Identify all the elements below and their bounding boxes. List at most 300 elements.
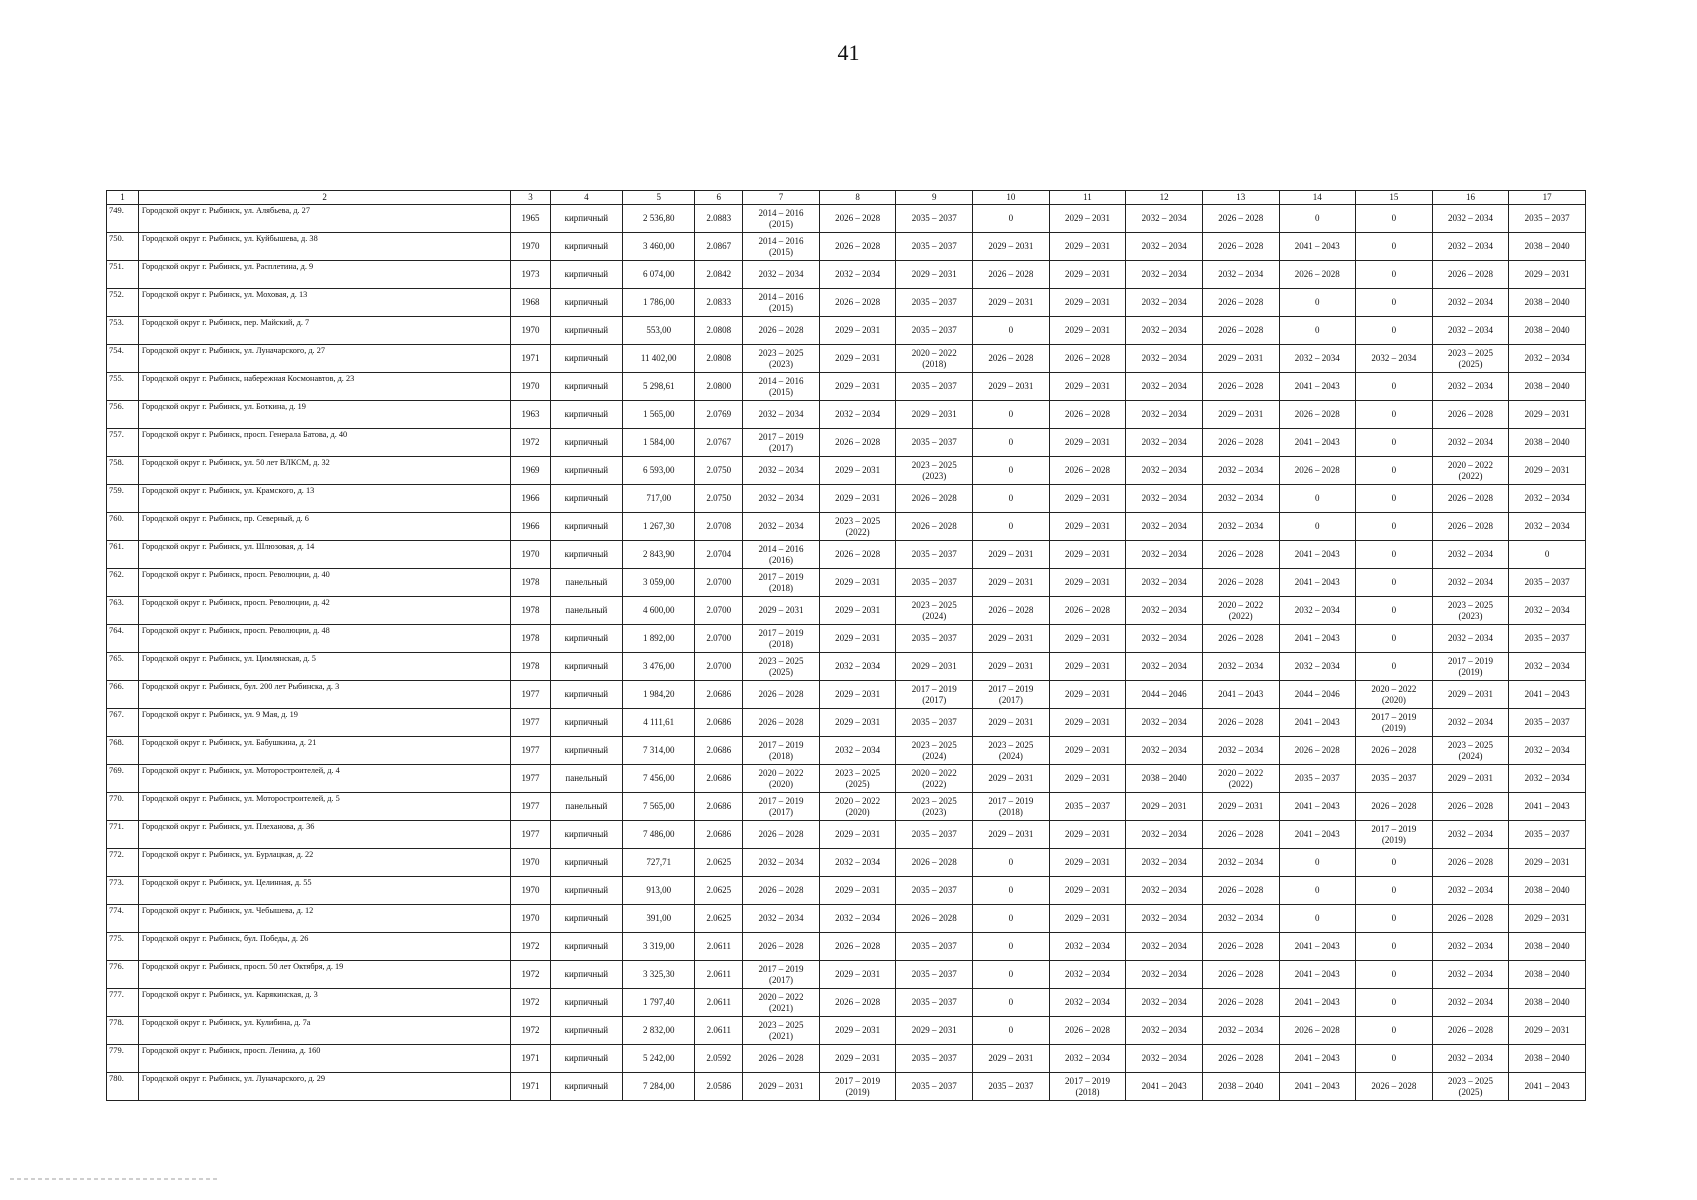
table-cell-col-12: 2032 – 2034 bbox=[1126, 1017, 1203, 1045]
table-cell-col-9: 2035 – 2037 bbox=[896, 289, 973, 317]
table-cell-col-16: 2026 – 2028 bbox=[1432, 485, 1509, 513]
table-cell-col-12: 2032 – 2034 bbox=[1126, 877, 1203, 905]
table-cell-col-4: кирпичный bbox=[550, 961, 622, 989]
table-cell-col-3: 1970 bbox=[511, 849, 550, 877]
table-cell-col-8: 2026 – 2028 bbox=[819, 541, 896, 569]
table-cell-col-6: 2.0611 bbox=[695, 933, 743, 961]
table-cell-col-13: 2020 – 2022 (2022) bbox=[1202, 765, 1279, 793]
table-cell-col-5: 1 797,40 bbox=[623, 989, 695, 1017]
table-cell-col-7: 2023 – 2025 (2025) bbox=[743, 653, 820, 681]
table-cell-col-11: 2029 – 2031 bbox=[1049, 821, 1126, 849]
table-cell-col-17: 2032 – 2034 bbox=[1509, 345, 1586, 373]
table-cell-col-4: кирпичный bbox=[550, 625, 622, 653]
table-cell-col-12: 2032 – 2034 bbox=[1126, 989, 1203, 1017]
table-cell-col-17: 2038 – 2040 bbox=[1509, 961, 1586, 989]
table-cell-col-2: Городской округ г. Рыбинск, просп. Генерала Батова, д. 40 bbox=[138, 429, 510, 457]
table-cell-col-11: 2029 – 2031 bbox=[1049, 737, 1126, 765]
table-cell-col-12: 2032 – 2034 bbox=[1126, 933, 1203, 961]
table-cell-col-4: кирпичный bbox=[550, 317, 622, 345]
table-cell-col-4: панельный bbox=[550, 569, 622, 597]
table-cell-col-12: 2032 – 2034 bbox=[1126, 373, 1203, 401]
column-header-9: 9 bbox=[896, 191, 973, 205]
table-cell-col-6: 2.0700 bbox=[695, 597, 743, 625]
table-cell-col-2: Городской округ г. Рыбинск, ул. Расплетина, д. 9 bbox=[138, 261, 510, 289]
table-cell-col-3: 1977 bbox=[511, 681, 550, 709]
table-cell-col-10: 2029 – 2031 bbox=[973, 373, 1050, 401]
table-cell-col-11: 2032 – 2034 bbox=[1049, 961, 1126, 989]
table-cell-col-8: 2029 – 2031 bbox=[819, 961, 896, 989]
table-cell-col-5: 7 565,00 bbox=[623, 793, 695, 821]
table-cell-col-14: 2041 – 2043 bbox=[1279, 1045, 1356, 1073]
table-cell-col-4: кирпичный bbox=[550, 821, 622, 849]
table-cell-col-8: 2026 – 2028 bbox=[819, 933, 896, 961]
table-cell-col-10: 0 bbox=[973, 485, 1050, 513]
table-cell-col-7: 2023 – 2025 (2023) bbox=[743, 345, 820, 373]
table-cell-col-2: Городской округ г. Рыбинск, ул. Цимлянская, д. 5 bbox=[138, 653, 510, 681]
table-cell-col-1: 758. bbox=[107, 457, 139, 485]
table-cell-col-9: 2035 – 2037 bbox=[896, 233, 973, 261]
table-cell-col-2: Городской округ г. Рыбинск, просп. Ленина, д. 160 bbox=[138, 1045, 510, 1073]
table-cell-col-13: 2026 – 2028 bbox=[1202, 289, 1279, 317]
table-cell-col-8: 2032 – 2034 bbox=[819, 653, 896, 681]
table-cell-col-9: 2023 – 2025 (2023) bbox=[896, 457, 973, 485]
table-cell-col-14: 0 bbox=[1279, 317, 1356, 345]
table-cell-col-13: 2026 – 2028 bbox=[1202, 205, 1279, 233]
table-cell-col-15: 0 bbox=[1356, 597, 1433, 625]
table-cell-col-2: Городской округ г. Рыбинск, бул. Победы, д. 26 bbox=[138, 933, 510, 961]
table-cell-col-12: 2032 – 2034 bbox=[1126, 625, 1203, 653]
table-cell-col-15: 0 bbox=[1356, 233, 1433, 261]
table-cell-col-16: 2023 – 2025 (2024) bbox=[1432, 737, 1509, 765]
table-cell-col-17: 2032 – 2034 bbox=[1509, 653, 1586, 681]
column-header-1: 1 bbox=[107, 191, 139, 205]
table-cell-col-14: 2041 – 2043 bbox=[1279, 625, 1356, 653]
table-cell-col-15: 0 bbox=[1356, 1045, 1433, 1073]
table-cell-col-7: 2014 – 2016 (2015) bbox=[743, 289, 820, 317]
table-cell-col-3: 1963 bbox=[511, 401, 550, 429]
table-cell-col-6: 2.0704 bbox=[695, 541, 743, 569]
table-cell-col-16: 2026 – 2028 bbox=[1432, 905, 1509, 933]
column-header-8: 8 bbox=[819, 191, 896, 205]
table-cell-col-1: 749. bbox=[107, 205, 139, 233]
table-cell-col-17: 2035 – 2037 bbox=[1509, 625, 1586, 653]
table-cell-col-2: Городской округ г. Рыбинск, ул. Шлюзовая, д. 14 bbox=[138, 541, 510, 569]
table-cell-col-7: 2020 – 2022 (2020) bbox=[743, 765, 820, 793]
table-cell-col-5: 913,00 bbox=[623, 877, 695, 905]
table-cell-col-3: 1969 bbox=[511, 457, 550, 485]
table-cell-col-7: 2020 – 2022 (2021) bbox=[743, 989, 820, 1017]
table-cell-col-2: Городской округ г. Рыбинск, ул. Крамского, д. 13 bbox=[138, 485, 510, 513]
table-cell-col-11: 2029 – 2031 bbox=[1049, 289, 1126, 317]
table-cell-col-16: 2020 – 2022 (2022) bbox=[1432, 457, 1509, 485]
table-cell-col-2: Городской округ г. Рыбинск, ул. Бурлацкая, д. 22 bbox=[138, 849, 510, 877]
table-cell-col-6: 2.0686 bbox=[695, 709, 743, 737]
table-cell-col-5: 1 267,30 bbox=[623, 513, 695, 541]
table-cell-col-7: 2032 – 2034 bbox=[743, 401, 820, 429]
table-cell-col-15: 2032 – 2034 bbox=[1356, 345, 1433, 373]
table-row bbox=[107, 821, 1586, 849]
table-cell-col-6: 2.0808 bbox=[695, 317, 743, 345]
table-cell-col-14: 2026 – 2028 bbox=[1279, 261, 1356, 289]
table-cell-col-13: 2026 – 2028 bbox=[1202, 961, 1279, 989]
column-header-10: 10 bbox=[973, 191, 1050, 205]
table-cell-col-10: 0 bbox=[973, 205, 1050, 233]
table-cell-col-12: 2032 – 2034 bbox=[1126, 513, 1203, 541]
table-header bbox=[107, 191, 1586, 205]
table-cell-col-14: 2041 – 2043 bbox=[1279, 233, 1356, 261]
table-cell-col-15: 0 bbox=[1356, 877, 1433, 905]
table-cell-col-11: 2029 – 2031 bbox=[1049, 429, 1126, 457]
table-cell-col-10: 2026 – 2028 bbox=[973, 597, 1050, 625]
table-cell-col-13: 2026 – 2028 bbox=[1202, 821, 1279, 849]
table-cell-col-9: 2029 – 2031 bbox=[896, 261, 973, 289]
table-cell-col-6: 2.0808 bbox=[695, 345, 743, 373]
table-cell-col-10: 0 bbox=[973, 989, 1050, 1017]
table-cell-col-14: 0 bbox=[1279, 905, 1356, 933]
table-cell-col-9: 2020 – 2022 (2018) bbox=[896, 345, 973, 373]
table-cell-col-3: 1970 bbox=[511, 317, 550, 345]
table-cell-col-11: 2029 – 2031 bbox=[1049, 261, 1126, 289]
table-cell-col-8: 2029 – 2031 bbox=[819, 345, 896, 373]
table-cell-col-3: 1972 bbox=[511, 429, 550, 457]
table-cell-col-16: 2026 – 2028 bbox=[1432, 1017, 1509, 1045]
table-cell-col-10: 2017 – 2019 (2017) bbox=[973, 681, 1050, 709]
table-cell-col-3: 1972 bbox=[511, 933, 550, 961]
table-cell-col-3: 1971 bbox=[511, 345, 550, 373]
table-cell-col-11: 2029 – 2031 bbox=[1049, 513, 1126, 541]
table-cell-col-12: 2032 – 2034 bbox=[1126, 317, 1203, 345]
table-cell-col-2: Городской округ г. Рыбинск, ул. Луначарского, д. 29 bbox=[138, 1073, 510, 1101]
table-cell-col-13: 2026 – 2028 bbox=[1202, 317, 1279, 345]
table-cell-col-3: 1966 bbox=[511, 485, 550, 513]
table-cell-col-3: 1972 bbox=[511, 1017, 550, 1045]
table-cell-col-2: Городской округ г. Рыбинск, просп. Революции, д. 40 bbox=[138, 569, 510, 597]
table-cell-col-15: 0 bbox=[1356, 1017, 1433, 1045]
table-cell-col-3: 1971 bbox=[511, 1045, 550, 1073]
table-cell-col-13: 2026 – 2028 bbox=[1202, 625, 1279, 653]
table-cell-col-10: 2029 – 2031 bbox=[973, 1045, 1050, 1073]
table-cell-col-17: 2029 – 2031 bbox=[1509, 457, 1586, 485]
table-cell-col-13: 2032 – 2034 bbox=[1202, 1017, 1279, 1045]
table-cell-col-15: 0 bbox=[1356, 205, 1433, 233]
table-cell-col-17: 2041 – 2043 bbox=[1509, 1073, 1586, 1101]
table-row bbox=[107, 1017, 1586, 1045]
table-cell-col-4: кирпичный bbox=[550, 989, 622, 1017]
table-cell-col-4: кирпичный bbox=[550, 849, 622, 877]
table-cell-col-14: 0 bbox=[1279, 849, 1356, 877]
table-cell-col-4: кирпичный bbox=[550, 233, 622, 261]
table-cell-col-1: 780. bbox=[107, 1073, 139, 1101]
table-row bbox=[107, 345, 1586, 373]
table-cell-col-8: 2026 – 2028 bbox=[819, 289, 896, 317]
table-cell-col-7: 2029 – 2031 bbox=[743, 1073, 820, 1101]
table-cell-col-5: 3 476,00 bbox=[623, 653, 695, 681]
table-cell-col-10: 2029 – 2031 bbox=[973, 625, 1050, 653]
table-cell-col-9: 2035 – 2037 bbox=[896, 821, 973, 849]
table-row bbox=[107, 737, 1586, 765]
table-cell-col-10: 2029 – 2031 bbox=[973, 569, 1050, 597]
table-cell-col-17: 2038 – 2040 bbox=[1509, 373, 1586, 401]
scan-artifact bbox=[10, 1178, 220, 1180]
table-cell-col-10: 0 bbox=[973, 849, 1050, 877]
table-cell-col-3: 1970 bbox=[511, 541, 550, 569]
table-row bbox=[107, 681, 1586, 709]
table-cell-col-15: 0 bbox=[1356, 625, 1433, 653]
table-cell-col-14: 2041 – 2043 bbox=[1279, 1073, 1356, 1101]
table-cell-col-12: 2032 – 2034 bbox=[1126, 905, 1203, 933]
column-header-13: 13 bbox=[1202, 191, 1279, 205]
table-cell-col-6: 2.0686 bbox=[695, 681, 743, 709]
table-cell-col-4: кирпичный bbox=[550, 681, 622, 709]
table-cell-col-16: 2032 – 2034 bbox=[1432, 233, 1509, 261]
table-cell-col-13: 2038 – 2040 bbox=[1202, 1073, 1279, 1101]
table-cell-col-13: 2032 – 2034 bbox=[1202, 457, 1279, 485]
table-cell-col-5: 7 486,00 bbox=[623, 821, 695, 849]
table-row bbox=[107, 429, 1586, 457]
table-cell-col-16: 2026 – 2028 bbox=[1432, 261, 1509, 289]
table-cell-col-7: 2026 – 2028 bbox=[743, 317, 820, 345]
table-cell-col-2: Городской округ г. Рыбинск, бул. 200 лет Рыбинска, д. 3 bbox=[138, 681, 510, 709]
table-row bbox=[107, 1045, 1586, 1073]
housing-repair-schedule-table bbox=[106, 190, 1586, 1101]
table-cell-col-4: панельный bbox=[550, 793, 622, 821]
table-cell-col-5: 3 325,30 bbox=[623, 961, 695, 989]
table-cell-col-7: 2026 – 2028 bbox=[743, 681, 820, 709]
table-cell-col-3: 1972 bbox=[511, 989, 550, 1017]
table-cell-col-6: 2.0867 bbox=[695, 233, 743, 261]
table-cell-col-9: 2035 – 2037 bbox=[896, 877, 973, 905]
table-cell-col-1: 760. bbox=[107, 513, 139, 541]
table-cell-col-5: 5 242,00 bbox=[623, 1045, 695, 1073]
table-cell-col-9: 2029 – 2031 bbox=[896, 653, 973, 681]
table-cell-col-10: 2029 – 2031 bbox=[973, 541, 1050, 569]
table-cell-col-4: кирпичный bbox=[550, 1017, 622, 1045]
table-cell-col-11: 2035 – 2037 bbox=[1049, 793, 1126, 821]
table-cell-col-12: 2044 – 2046 bbox=[1126, 681, 1203, 709]
table-cell-col-1: 757. bbox=[107, 429, 139, 457]
table-cell-col-3: 1965 bbox=[511, 205, 550, 233]
table-cell-col-16: 2032 – 2034 bbox=[1432, 289, 1509, 317]
table-cell-col-16: 2032 – 2034 bbox=[1432, 709, 1509, 737]
table-cell-col-4: панельный bbox=[550, 597, 622, 625]
table-cell-col-1: 767. bbox=[107, 709, 139, 737]
table-cell-col-5: 1 892,00 bbox=[623, 625, 695, 653]
table-cell-col-10: 0 bbox=[973, 1017, 1050, 1045]
table-cell-col-8: 2029 – 2031 bbox=[819, 373, 896, 401]
table-cell-col-1: 774. bbox=[107, 905, 139, 933]
table-cell-col-2: Городской округ г. Рыбинск, ул. Карякинская, д. 3 bbox=[138, 989, 510, 1017]
table-cell-col-16: 2026 – 2028 bbox=[1432, 793, 1509, 821]
table-cell-col-16: 2032 – 2034 bbox=[1432, 989, 1509, 1017]
column-header-14: 14 bbox=[1279, 191, 1356, 205]
table-cell-col-16: 2032 – 2034 bbox=[1432, 569, 1509, 597]
table-cell-col-14: 2026 – 2028 bbox=[1279, 737, 1356, 765]
table-cell-col-17: 2029 – 2031 bbox=[1509, 401, 1586, 429]
table-cell-col-17: 2038 – 2040 bbox=[1509, 429, 1586, 457]
table-cell-col-1: 754. bbox=[107, 345, 139, 373]
table-cell-col-14: 2041 – 2043 bbox=[1279, 989, 1356, 1017]
table-cell-col-11: 2029 – 2031 bbox=[1049, 373, 1126, 401]
table-cell-col-3: 1966 bbox=[511, 513, 550, 541]
table-cell-col-12: 2032 – 2034 bbox=[1126, 485, 1203, 513]
column-header-17: 17 bbox=[1509, 191, 1586, 205]
table-cell-col-7: 2017 – 2019 (2017) bbox=[743, 961, 820, 989]
table-cell-col-8: 2029 – 2031 bbox=[819, 709, 896, 737]
table-cell-col-14: 0 bbox=[1279, 513, 1356, 541]
table-cell-col-12: 2032 – 2034 bbox=[1126, 597, 1203, 625]
table-cell-col-5: 6 074,00 bbox=[623, 261, 695, 289]
table-cell-col-8: 2032 – 2034 bbox=[819, 905, 896, 933]
table-cell-col-8: 2029 – 2031 bbox=[819, 1045, 896, 1073]
table-row bbox=[107, 1073, 1586, 1101]
table-cell-col-4: кирпичный bbox=[550, 905, 622, 933]
table-cell-col-13: 2029 – 2031 bbox=[1202, 793, 1279, 821]
table-cell-col-10: 2029 – 2031 bbox=[973, 821, 1050, 849]
table-cell-col-16: 2032 – 2034 bbox=[1432, 317, 1509, 345]
table-cell-col-6: 2.0611 bbox=[695, 1017, 743, 1045]
table-cell-col-15: 0 bbox=[1356, 541, 1433, 569]
table-cell-col-8: 2029 – 2031 bbox=[819, 569, 896, 597]
table-cell-col-12: 2032 – 2034 bbox=[1126, 961, 1203, 989]
table-cell-col-2: Городской округ г. Рыбинск, ул. 9 Мая, д. 19 bbox=[138, 709, 510, 737]
table-cell-col-4: кирпичный bbox=[550, 513, 622, 541]
table-cell-col-7: 2026 – 2028 bbox=[743, 933, 820, 961]
table-cell-col-17: 2038 – 2040 bbox=[1509, 233, 1586, 261]
column-header-15: 15 bbox=[1356, 191, 1433, 205]
table-cell-col-10: 2029 – 2031 bbox=[973, 289, 1050, 317]
page-number: 41 bbox=[837, 40, 860, 65]
table-cell-col-2: Городской округ г. Рыбинск, пер. Майский, д. 7 bbox=[138, 317, 510, 345]
table-cell-col-2: Городской округ г. Рыбинск, просп. Революции, д. 48 bbox=[138, 625, 510, 653]
table-cell-col-9: 2026 – 2028 bbox=[896, 485, 973, 513]
table-cell-col-7: 2026 – 2028 bbox=[743, 709, 820, 737]
table-cell-col-3: 1977 bbox=[511, 793, 550, 821]
table-cell-col-8: 2029 – 2031 bbox=[819, 1017, 896, 1045]
table-cell-col-9: 2035 – 2037 bbox=[896, 541, 973, 569]
table-cell-col-5: 3 319,00 bbox=[623, 933, 695, 961]
table-cell-col-10: 0 bbox=[973, 317, 1050, 345]
table-cell-col-4: кирпичный bbox=[550, 345, 622, 373]
table-cell-col-9: 2035 – 2037 bbox=[896, 373, 973, 401]
table-cell-col-6: 2.0686 bbox=[695, 737, 743, 765]
table-row bbox=[107, 205, 1586, 233]
table-cell-col-1: 776. bbox=[107, 961, 139, 989]
table-cell-col-1: 775. bbox=[107, 933, 139, 961]
table-cell-col-10: 2035 – 2037 bbox=[973, 1073, 1050, 1101]
table-cell-col-3: 1978 bbox=[511, 653, 550, 681]
table-cell-col-10: 0 bbox=[973, 877, 1050, 905]
table-cell-col-2: Городской округ г. Рыбинск, ул. Моховая, д. 13 bbox=[138, 289, 510, 317]
table-cell-col-1: 779. bbox=[107, 1045, 139, 1073]
table-cell-col-9: 2035 – 2037 bbox=[896, 205, 973, 233]
table-cell-col-11: 2032 – 2034 bbox=[1049, 933, 1126, 961]
table-cell-col-6: 2.0611 bbox=[695, 961, 743, 989]
table-cell-col-7: 2032 – 2034 bbox=[743, 905, 820, 933]
table-cell-col-3: 1973 bbox=[511, 261, 550, 289]
table-cell-col-12: 2032 – 2034 bbox=[1126, 429, 1203, 457]
table-cell-col-13: 2032 – 2034 bbox=[1202, 653, 1279, 681]
table-cell-col-2: Городской округ г. Рыбинск, ул. Целинная, д. 55 bbox=[138, 877, 510, 905]
table-cell-col-14: 2041 – 2043 bbox=[1279, 373, 1356, 401]
table-cell-col-4: кирпичный bbox=[550, 541, 622, 569]
table-cell-col-8: 2029 – 2031 bbox=[819, 877, 896, 905]
table-cell-col-2: Городской округ г. Рыбинск, ул. Плеханова, д. 36 bbox=[138, 821, 510, 849]
table-cell-col-14: 2032 – 2034 bbox=[1279, 597, 1356, 625]
table-cell-col-4: кирпичный bbox=[550, 457, 622, 485]
table-cell-col-13: 2026 – 2028 bbox=[1202, 569, 1279, 597]
table-row bbox=[107, 709, 1586, 737]
table-cell-col-17: 2032 – 2034 bbox=[1509, 765, 1586, 793]
table-cell-col-11: 2026 – 2028 bbox=[1049, 597, 1126, 625]
table-cell-col-17: 2035 – 2037 bbox=[1509, 821, 1586, 849]
table-cell-col-6: 2.0625 bbox=[695, 849, 743, 877]
table-cell-col-11: 2026 – 2028 bbox=[1049, 401, 1126, 429]
table-cell-col-13: 2020 – 2022 (2022) bbox=[1202, 597, 1279, 625]
table-cell-col-7: 2032 – 2034 bbox=[743, 513, 820, 541]
table-cell-col-15: 0 bbox=[1356, 961, 1433, 989]
table-cell-col-4: кирпичный bbox=[550, 485, 622, 513]
table-cell-col-17: 2035 – 2037 bbox=[1509, 569, 1586, 597]
table-cell-col-3: 1977 bbox=[511, 709, 550, 737]
table-cell-col-6: 2.0708 bbox=[695, 513, 743, 541]
table-cell-col-8: 2023 – 2025 (2025) bbox=[819, 765, 896, 793]
table-cell-col-14: 2041 – 2043 bbox=[1279, 429, 1356, 457]
table-cell-col-10: 0 bbox=[973, 961, 1050, 989]
table-cell-col-6: 2.0686 bbox=[695, 821, 743, 849]
table-cell-col-15: 0 bbox=[1356, 429, 1433, 457]
table-row bbox=[107, 541, 1586, 569]
table-cell-col-2: Городской округ г. Рыбинск, просп. Революции, д. 42 bbox=[138, 597, 510, 625]
table-cell-col-16: 2023 – 2025 (2023) bbox=[1432, 597, 1509, 625]
table-cell-col-5: 391,00 bbox=[623, 905, 695, 933]
table-cell-col-6: 2.0625 bbox=[695, 877, 743, 905]
table-cell-col-8: 2029 – 2031 bbox=[819, 457, 896, 485]
table-cell-col-1: 772. bbox=[107, 849, 139, 877]
table-cell-col-8: 2029 – 2031 bbox=[819, 317, 896, 345]
table-cell-col-15: 0 bbox=[1356, 653, 1433, 681]
table-cell-col-17: 2038 – 2040 bbox=[1509, 289, 1586, 317]
table-cell-col-15: 0 bbox=[1356, 457, 1433, 485]
table-cell-col-16: 2032 – 2034 bbox=[1432, 1045, 1509, 1073]
table-cell-col-6: 2.0700 bbox=[695, 569, 743, 597]
table-cell-col-16: 2023 – 2025 (2025) bbox=[1432, 345, 1509, 373]
table-cell-col-15: 2020 – 2022 (2020) bbox=[1356, 681, 1433, 709]
table-row bbox=[107, 597, 1586, 625]
table-cell-col-15: 2035 – 2037 bbox=[1356, 765, 1433, 793]
column-header-4: 4 bbox=[550, 191, 622, 205]
table-cell-col-4: кирпичный bbox=[550, 289, 622, 317]
table-cell-col-17: 2032 – 2034 bbox=[1509, 597, 1586, 625]
table-cell-col-10: 2029 – 2031 bbox=[973, 765, 1050, 793]
table-cell-col-17: 2035 – 2037 bbox=[1509, 709, 1586, 737]
table-cell-col-15: 0 bbox=[1356, 905, 1433, 933]
table-row bbox=[107, 457, 1586, 485]
table-cell-col-11: 2029 – 2031 bbox=[1049, 849, 1126, 877]
table-cell-col-9: 2026 – 2028 bbox=[896, 513, 973, 541]
table-cell-col-9: 2035 – 2037 bbox=[896, 709, 973, 737]
table-cell-col-11: 2029 – 2031 bbox=[1049, 765, 1126, 793]
table-cell-col-7: 2032 – 2034 bbox=[743, 261, 820, 289]
column-header-7: 7 bbox=[743, 191, 820, 205]
table-cell-col-17: 2029 – 2031 bbox=[1509, 261, 1586, 289]
table-cell-col-13: 2032 – 2034 bbox=[1202, 849, 1279, 877]
table-cell-col-7: 2029 – 2031 bbox=[743, 597, 820, 625]
table-cell-col-11: 2029 – 2031 bbox=[1049, 905, 1126, 933]
table-cell-col-12: 2032 – 2034 bbox=[1126, 289, 1203, 317]
table-cell-col-9: 2023 – 2025 (2023) bbox=[896, 793, 973, 821]
table-cell-col-9: 2035 – 2037 bbox=[896, 989, 973, 1017]
table-cell-col-3: 1978 bbox=[511, 625, 550, 653]
